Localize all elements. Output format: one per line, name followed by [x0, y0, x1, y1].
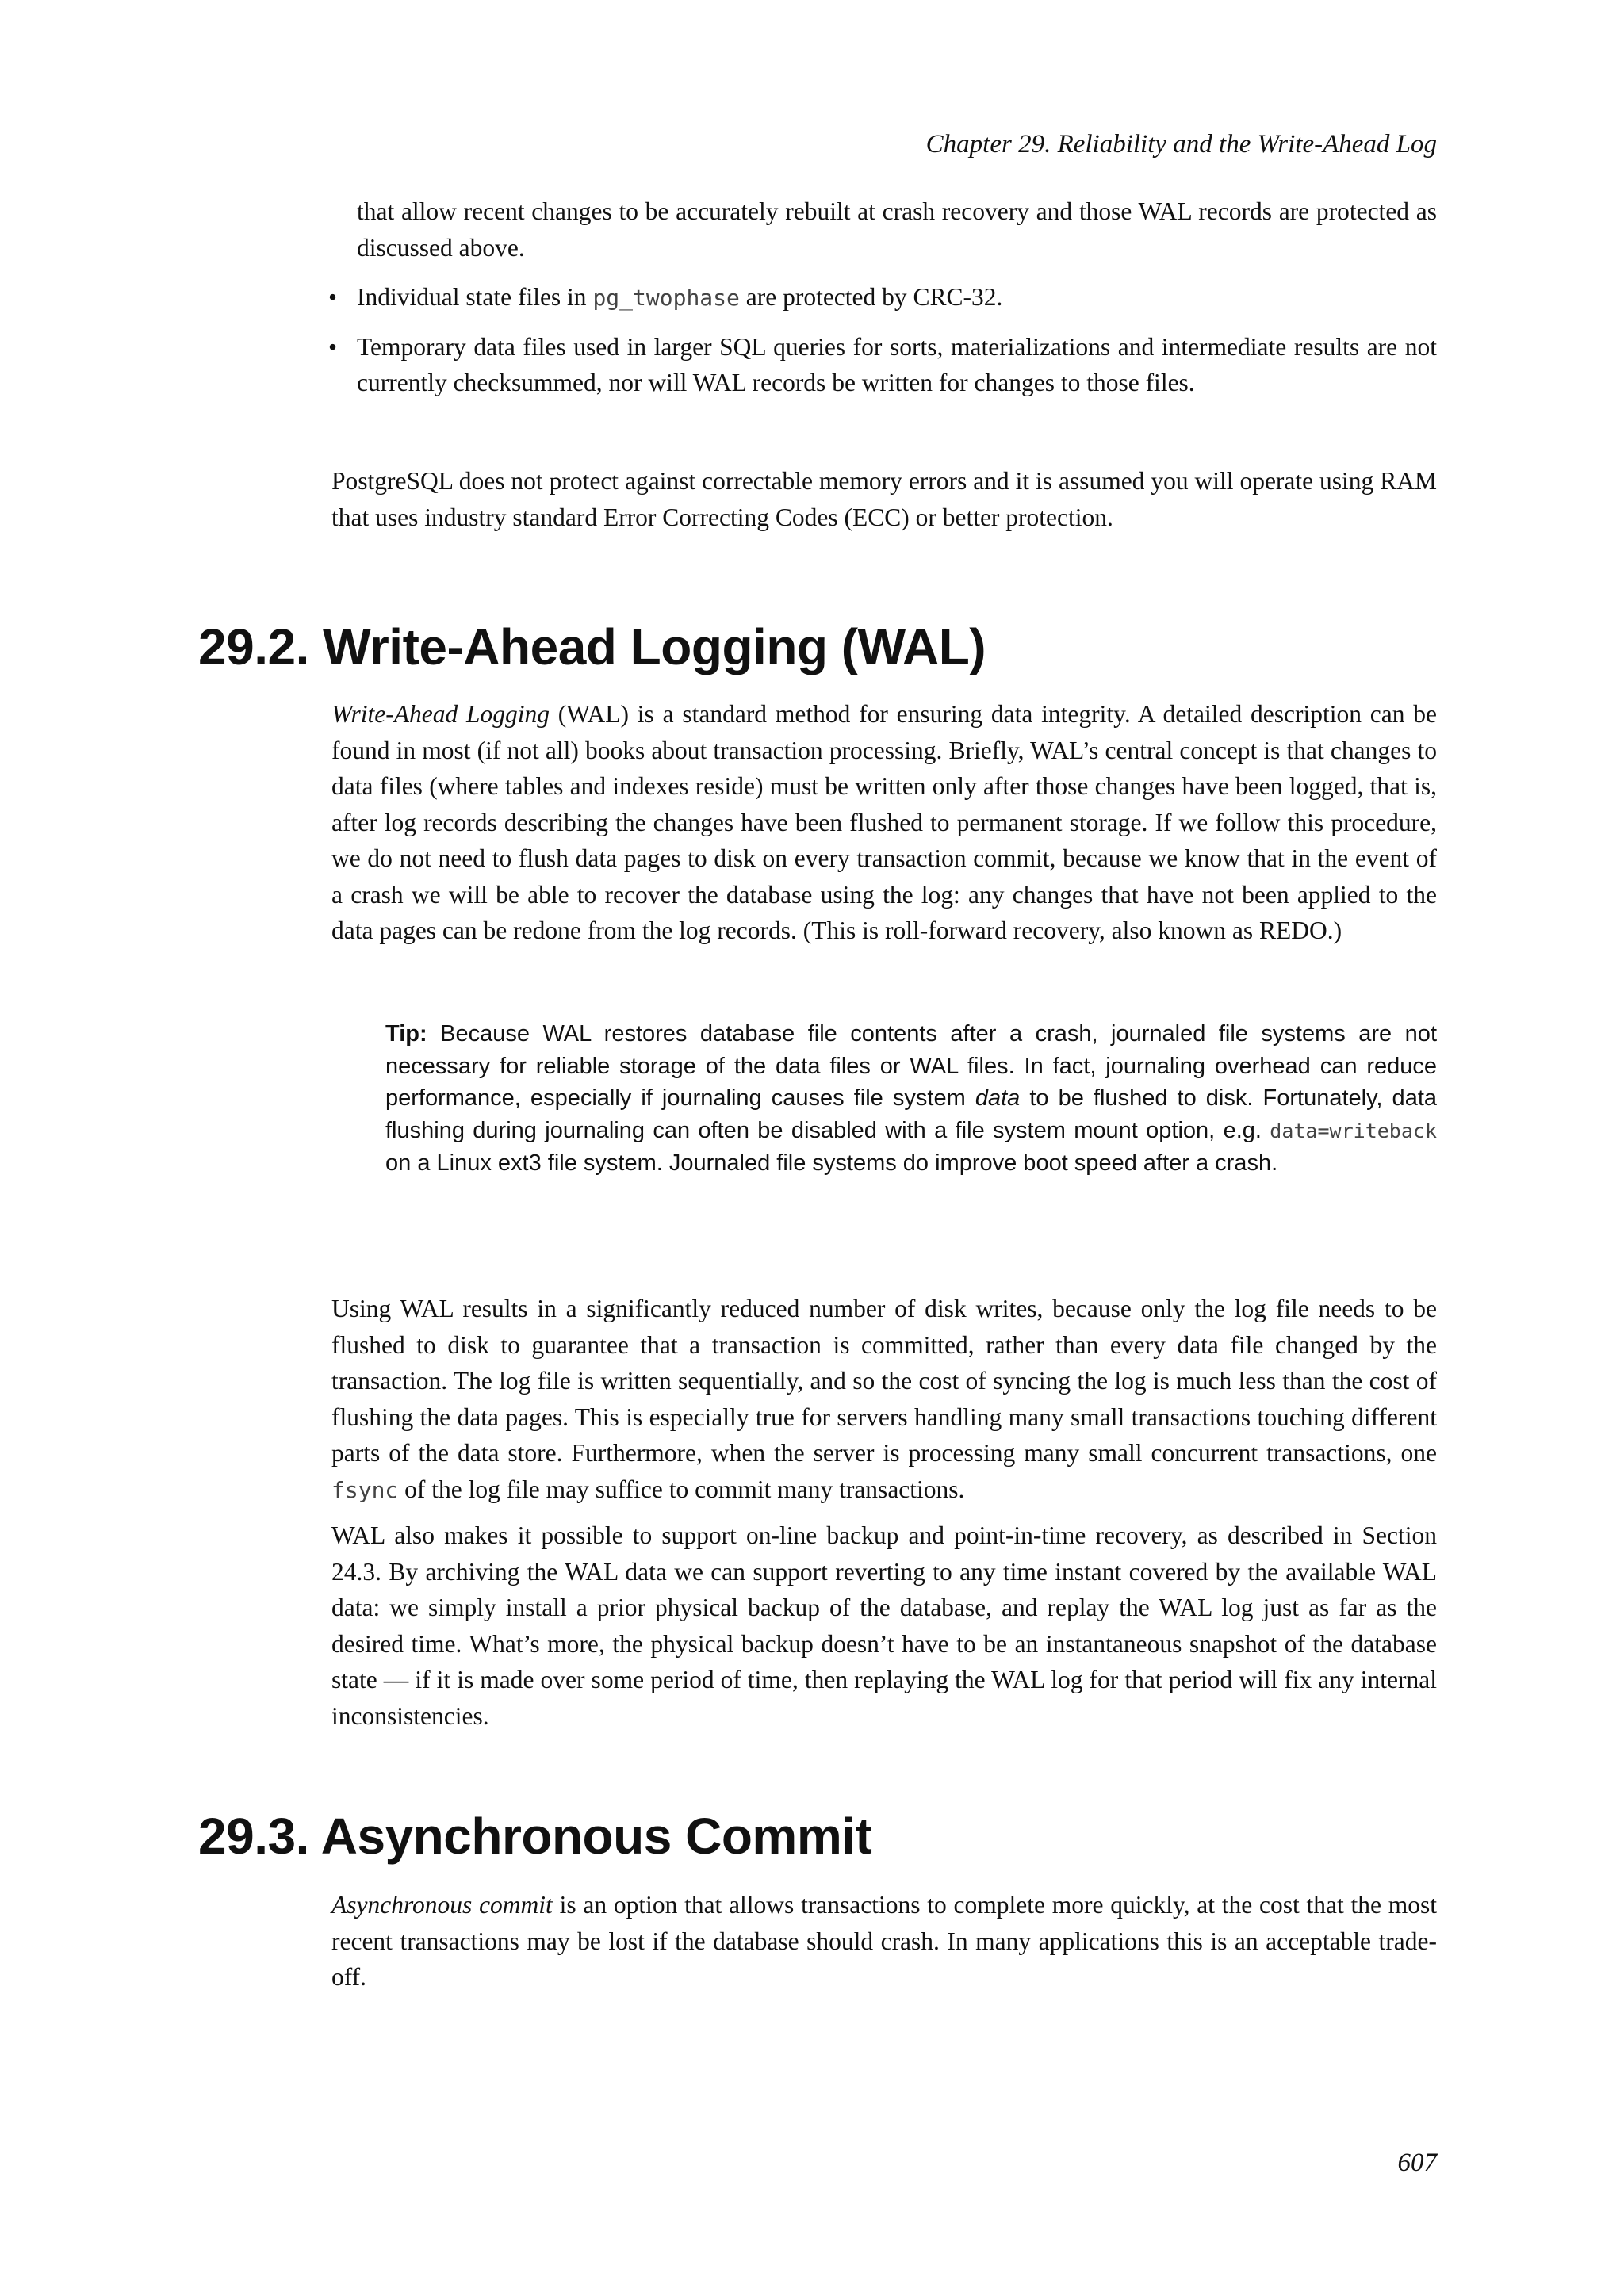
section-heading-async: 29.3. Asynchronous Commit [198, 1808, 872, 1865]
list-item [325, 329, 1437, 401]
wal-backup-paragraph [331, 1517, 1437, 1734]
term-asynchronous-commit: Asynchronous commit [331, 1891, 553, 1919]
code-data-writeback: data=writeback [1270, 1119, 1437, 1142]
tip-text-2: to be flushed to disk. Fortunately, data flushing during journaling can often be disabled with a file system mount option, e.g. [385, 1085, 1438, 1143]
code-pg-twophase: pg_twophase [592, 285, 740, 311]
tip-box [385, 1018, 1437, 1180]
term-write-ahead-logging: Write-Ahead Logging [331, 700, 550, 728]
wal-benefits-text: Using WAL results in a significantly reduced number of disk writes, because only the log file needs to be flushed to disk to guarantee that a transaction is committed, rather than every data file changed by the transaction. The log file is written sequentially, and so the cost of syncing the log is much less than the cost of flushing the data pages. This is especially true for servers handling many small transactions touching different parts of the data store. Furthermore, when the server is processing many small concurrent transactions, one [331, 1295, 1437, 1467]
wal-benefits-text-end: of the log file may suffice to commit many transactions. [398, 1475, 965, 1503]
code-fsync: fsync [331, 1476, 399, 1503]
wal-intro-paragraph [331, 696, 1437, 949]
running-header: Chapter 29. Reliability and the Write-Ahead Log [925, 130, 1437, 159]
list-item-text: Temporary data files used in larger SQL queries for sorts, materializations and intermediate results are not currently checksummed, nor will WAL records be written for changes to those files. [357, 332, 1437, 396]
memory-text: PostgreSQL does not protect against correctable memory errors and it is assumed you will operate using RAM that uses industry standard Error Correcting Codes (ECC) or better protection. [331, 467, 1437, 531]
tip-text-1: Because WAL restores database file contents after a crash, journaled file systems are not necessary for reliable storage of the data files or WAL files. In fact, journaling overhead can reduce performance, especially if journaling causes file system [385, 1021, 1437, 1111]
tip-label: Tip: [385, 1021, 427, 1047]
section-heading-wal: 29.2. Write-Ahead Logging (WAL) [198, 618, 986, 675]
async-intro-paragraph [331, 1887, 1437, 1996]
continued-paragraph [357, 193, 1437, 266]
page-number: 607 [1397, 2149, 1437, 2177]
memory-paragraph [331, 463, 1437, 535]
bullet-icon: • [328, 283, 338, 311]
wal-intro-text: (WAL) is a standard method for ensuring data integrity. A detailed description can be found in most (if not all) books about transaction processing. Briefly, WAL’s central concept is that changes to data files (where tables and indexes reside) must be written only after those changes have been logged, that is, after log records describing the changes have been flushed to permanent storage. If we follow this procedure, we do not need to flush data pages to disk on every transaction commit, because we know that in the event of a crash we will be able to recover the database using the log: any changes that have not been applied to the data pages can be redone from the log records. (This is roll-forward recovery, also known as REDO.) [331, 700, 1437, 944]
tip-text-3: on a Linux ext3 file system. Journaled file systems do improve boot speed after a crash. [385, 1150, 1278, 1176]
async-intro-text: is an option that allows transactions to complete more quickly, at the cost that the most recent transactions may be lost if the database should crash. In many applications this is an acceptable trade-off. [331, 1891, 1438, 1991]
tip-emphasis: data [975, 1085, 1021, 1111]
bullet-icon: • [328, 332, 338, 361]
list-item [325, 279, 1437, 316]
bullet-list [325, 279, 1437, 414]
wal-benefits-paragraph [331, 1291, 1437, 1508]
list-item-text: Individual state files in [357, 283, 593, 311]
wal-backup-text: WAL also makes it possible to support on-line backup and point-in-time recovery, as described in Section 24.3. By archiving the WAL data we can support reverting to any time instant covered by the available WAL data: we simply install a prior physical backup of the database, and replay the WAL log just as far as the desired time. What’s more, the physical backup doesn’t have to be an instantaneous snapshot of the database state — if it is made over some period of time, then replaying the WAL log for that period will fix any internal inconsistencies. [331, 1521, 1437, 1730]
list-item-text-end: are protected by CRC-32. [739, 283, 1003, 311]
continued-text: that allow recent changes to be accurately rebuilt at crash recovery and those WAL records are protected as discussed above. [357, 197, 1437, 262]
